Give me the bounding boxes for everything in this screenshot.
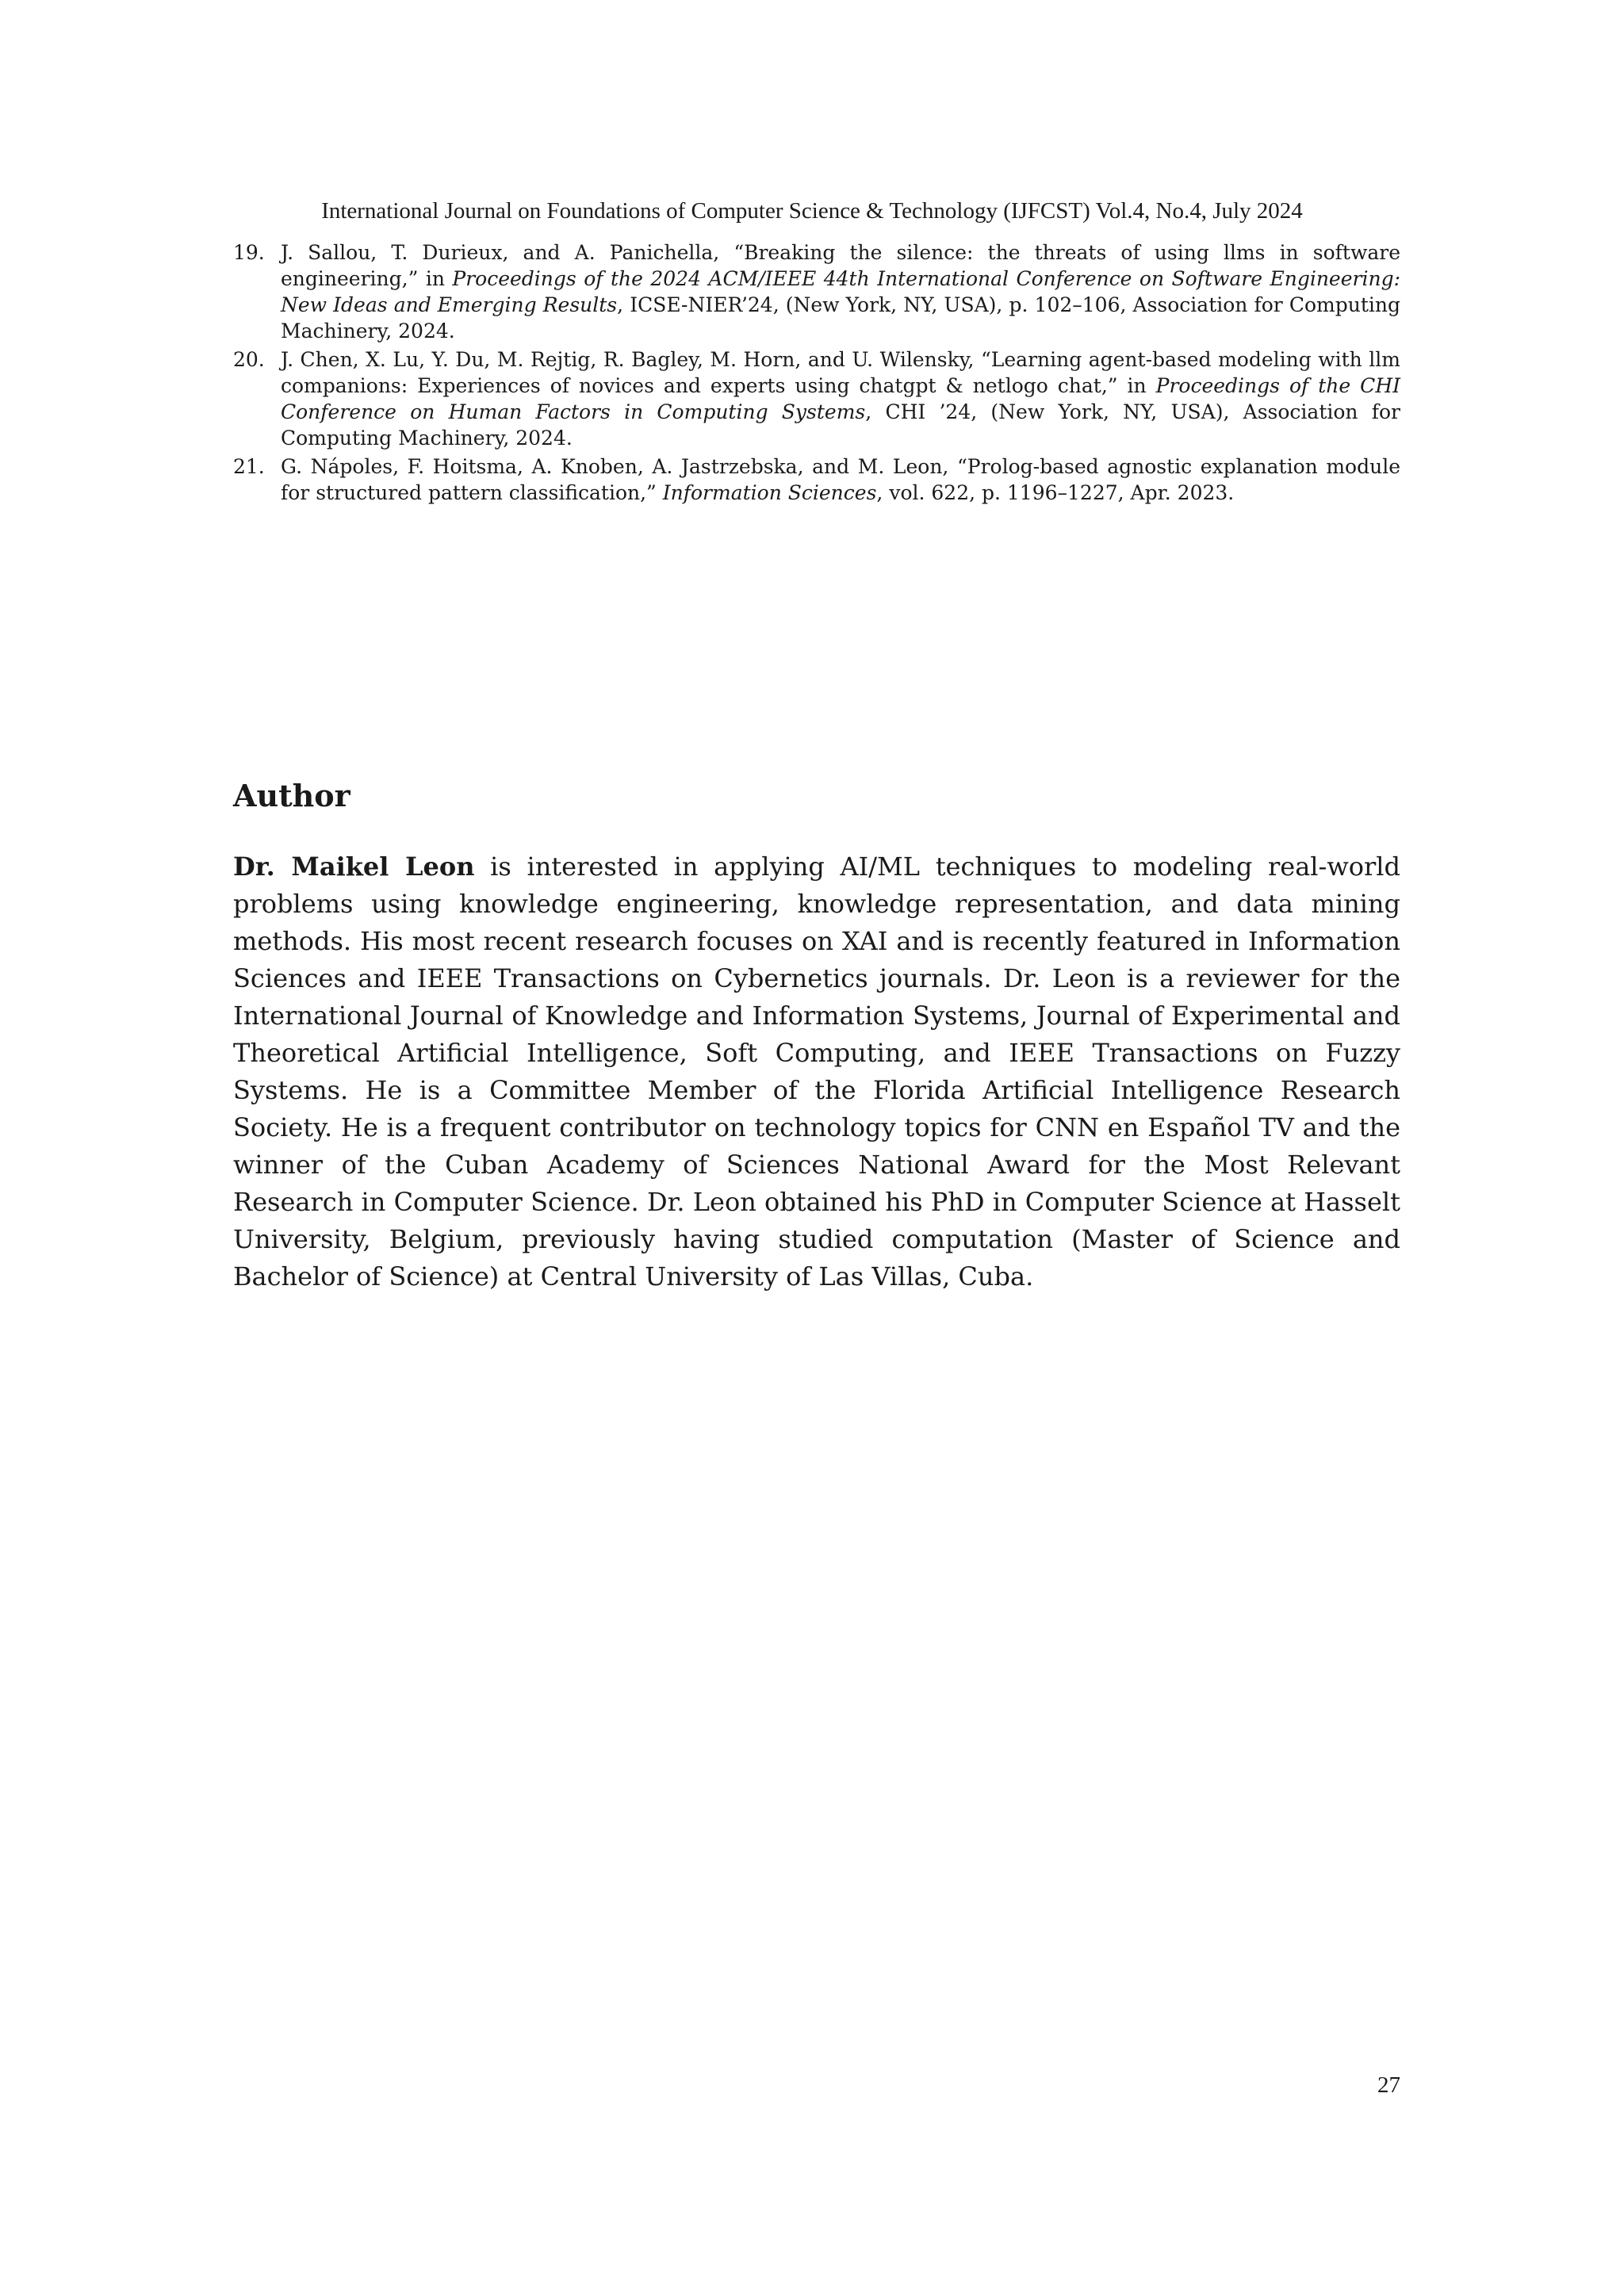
reference-text: J. Chen, X. Lu, Y. Du, M. Rejtig, R. Bagley, M. Horn, and U. Wilensky, “Learning agent-based modeling with llm companions: Experiences of novices and experts using chatgpt & netlogo chat,” in xyxy=(281,348,1400,397)
reference-item xyxy=(233,239,1400,344)
reference-list xyxy=(233,239,1400,508)
reference-venue: Proceedings of the CHI Conference on Human Factors in Computing Systems xyxy=(281,374,1400,423)
author-name: Dr. Maikel Leon xyxy=(233,851,475,882)
reference-details: , vol. 622, p. 1196–1227, Apr. 2023. xyxy=(876,481,1235,504)
running-header: International Journal on Foundations of Computer Science & Technology (IJFCST) Vol.4, No.4, July 2024 xyxy=(321,198,1303,224)
reference-number: 20. xyxy=(233,348,265,371)
reference-venue: Information Sciences xyxy=(662,481,877,504)
reference-item xyxy=(233,346,1400,451)
reference-venue: Proceedings of the 2024 ACM/IEEE 44th International Conference on Software Engineering: New Ideas and Emerging Results xyxy=(281,267,1401,316)
reference-details: , CHI ’24, (New York, NY, USA), Association for Computing Machinery, 2024. xyxy=(281,400,1401,450)
reference-number: 21. xyxy=(233,455,265,478)
author-section-heading: Author xyxy=(233,778,350,813)
page-number: 27 xyxy=(1377,2072,1400,2098)
author-bio xyxy=(233,848,1400,1295)
reference-details: , ICSE-NIER’24, (New York, NY, USA), p. 102–106, Association for Computing Machinery, 2024. xyxy=(281,293,1400,342)
reference-text: J. Sallou, T. Durieux, and A. Panichella, “Breaking the silence: the threats of using llms in software engineering,” in xyxy=(281,241,1400,290)
reference-text: G. Nápoles, F. Hoitsma, A. Knoben, A. Jastrzebska, and M. Leon, “Prolog-based agnostic explanation module for structured pattern classification,” xyxy=(281,455,1400,504)
reference-number: 19. xyxy=(233,241,265,264)
author-bio-text: is interested in applying AI/ML techniques to modeling real-world problems using knowledge engineering, knowledge representation, and data mining methods. His most recent research focuses on XAI and is recently featured in Information Sciences and IEEE Transactions on Cybernetics journals. Dr. Leon is a reviewer for the International Journal of Knowledge and Information Systems, Journal of Experimental and Theoretical Artificial Intelligence, Soft Computing, and IEEE Transactions on Fuzzy Systems. He is a Committee Member of the Florida Artificial Intelligence Research Society. He is a frequent contributor on technology topics for CNN en Español TV and the winner of the Cuban Academy of Sciences National Award for the Most Relevant Research in Computer Science. Dr. Leon obtained his PhD in Computer Science at Hasselt University, Belgium, previously having studied computation (Master of Science and Bachelor of Science) at Central University of Las Villas, Cuba. xyxy=(233,851,1401,1292)
reference-item xyxy=(233,453,1400,506)
